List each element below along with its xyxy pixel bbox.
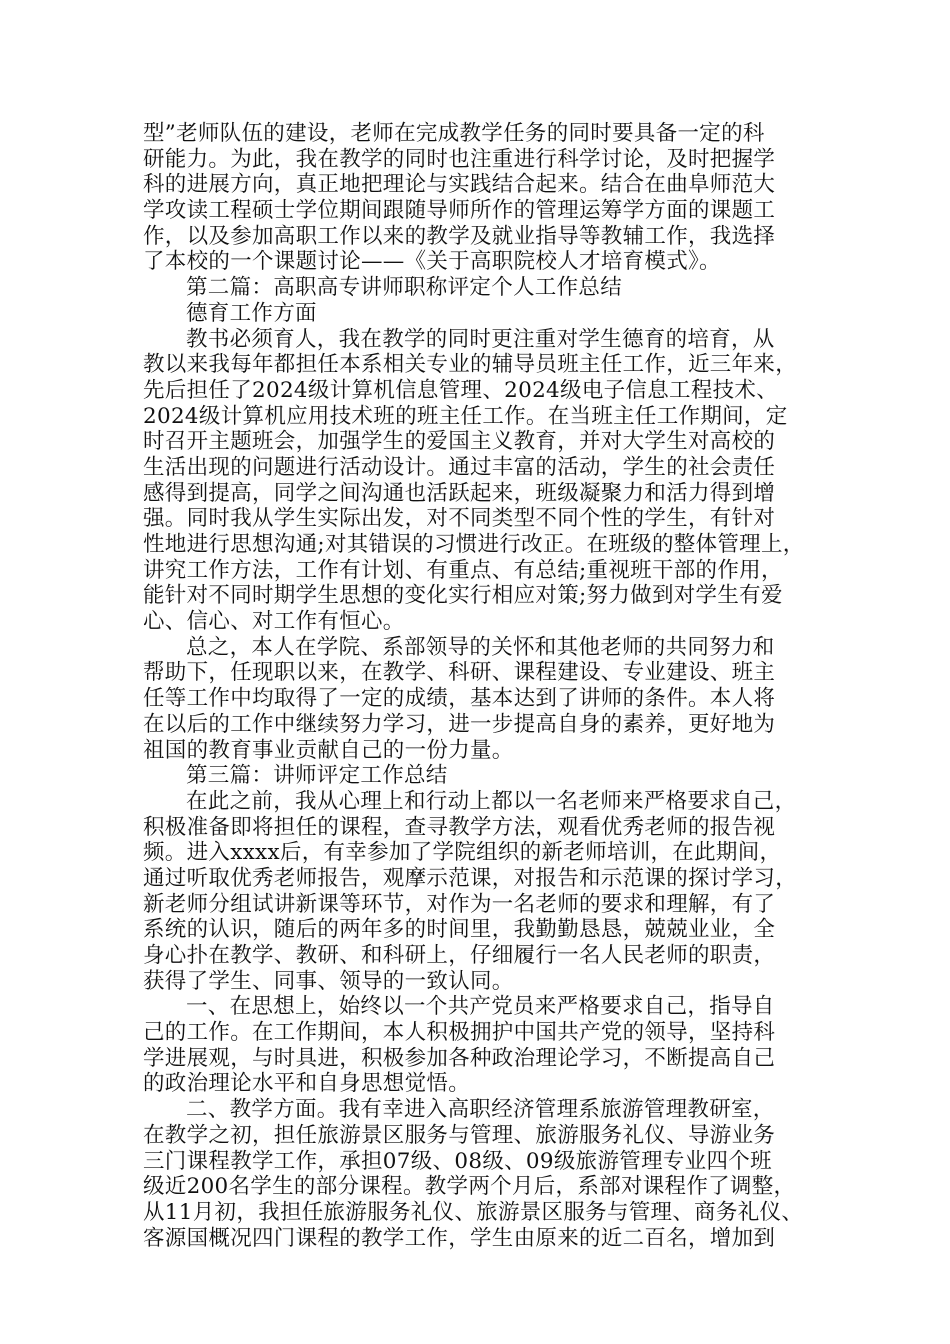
text-line: 三门课程教学工作，承担07级、08级、09级旅游管理专业四个班	[143, 1148, 772, 1174]
text-line: 身心扑在教学、教研、和科研上，仔细履行一名人民老师的职责，	[143, 943, 776, 968]
text-line: 生活出现的问题进行活动设计。通过丰富的活动，学生的社会责任	[143, 454, 776, 480]
text-line: 在以后的工作中继续努力学习，进一步提高自身的素养，更好地为	[143, 711, 776, 737]
text-line: 己的工作。在工作期间，本人积极拥护中国共产党的领导，坚持科	[143, 1020, 776, 1046]
text-line: 时召开主题班会，加强学生的爱国主义教育，并对大学生对高校的	[143, 429, 776, 455]
text-line: 帮助下，任现职以来，在教学、科研、课程建设、专业建设、班主	[143, 660, 776, 686]
text-line: 积极准备即将担任的课程，查寻教学方法，观看优秀老师的报告视	[143, 814, 776, 840]
text-line: 获得了学生、同事、领导的一致认同。	[143, 968, 514, 994]
text-line: 科的进展方向，真正地把理论与实践结合起来。结合在曲阜师范大	[143, 172, 776, 198]
text-line: 了本校的一个课题讨论——《关于高职院校人才培育模式》。	[143, 249, 721, 275]
paragraph-start-line: 第三篇：讲师评定工作总结	[186, 763, 448, 789]
paragraph-start-line: 教书必须育人，我在教学的同时更注重对学生德育的培育，从	[186, 326, 775, 352]
text-line: 强。同时我从学生实际出发，对不同类型不同个性的学生，有针对	[143, 506, 776, 532]
document-body	[143, 121, 833, 1251]
paragraph-start-line: 总之，本人在学院、系部领导的关怀和其他老师的共同努力和	[186, 634, 775, 660]
text-line: 频。进入xxxx后，有幸参加了学院组织的新老师培训，在此期间，	[143, 840, 782, 866]
text-line: 型”老师队伍的建设，老师在完成教学任务的同时要具备一定的科	[143, 121, 765, 146]
text-line: 教以来我每年都担任本系相关专业的辅导员班主任工作，近三年来，	[143, 352, 798, 378]
text-line: 通过听取优秀老师报告，观摩示范课，对报告和示范课的探讨学习，	[143, 865, 798, 891]
paragraph-start-line: 二、教学方面。我有幸进入高职经济管理系旅游管理教研室，	[186, 1097, 775, 1123]
text-line: 2024级计算机应用技术班的班主任工作。在当班主任工作期间，定	[143, 403, 788, 429]
text-line: 学攻读工程硕士学位期间跟随导师所作的管理运筹学方面的课题工	[143, 198, 776, 224]
text-line: 感得到提高，同学之间沟通也活跃起来，班级凝聚力和活力得到增	[143, 480, 776, 506]
text-line: 任等工作中均取得了一定的成绩，基本达到了讲师的条件。本人将	[143, 686, 776, 712]
text-line: 学进展观，与时具进，积极参加各种政治理论学习，不断提高自己	[143, 1045, 776, 1071]
paragraph-start-line: 第二篇：高职高专讲师职称评定个人工作总结	[186, 275, 623, 301]
text-line: 研能力。为此，我在教学的同时也注重进行科学讨论，及时把握学	[143, 146, 776, 172]
text-line: 讲究工作方法，工作有计划、有重点、有总结;重视班干部的作用，	[143, 557, 783, 583]
text-line: 客源国概况四门课程的教学工作，学生由原来的近二百名，增加到	[143, 1225, 776, 1251]
paragraph-start-line: 一、在思想上，始终以一个共产党员来严格要求自己，指导自	[186, 994, 775, 1020]
paragraph-start-line: 在此之前，我从心理上和行动上都以一名老师来严格要求自己，	[186, 788, 797, 814]
text-line: 在教学之初，担任旅游景区服务与管理、旅游服务礼仪、导游业务	[143, 1122, 776, 1148]
text-line: 新老师分组试讲新课等环节，对作为一名老师的要求和理解，有了	[143, 891, 776, 917]
text-line: 祖国的教育事业贡献自己的一份力量。	[143, 737, 514, 763]
text-line: 作，以及参加高职工作以来的教学及就业指导等教辅工作，我选择	[143, 223, 776, 249]
text-line: 系统的认识，随后的两年多的时间里，我勤勤恳恳，兢兢业业，全	[143, 917, 776, 943]
text-line: 从11月初，我担任旅游服务礼仪、旅游景区服务与管理、商务礼仪、	[143, 1199, 804, 1225]
text-line: 能针对不同时期学生思想的变化实行相应对策;努力做到对学生有爱	[143, 583, 783, 609]
text-line: 心、信心、对工作有恒心。	[143, 609, 405, 635]
paragraph-start-line: 德育工作方面	[186, 300, 317, 326]
text-line: 的政治理论水平和自身思想觉悟。	[143, 1071, 471, 1097]
text-line: 性地进行思想沟通;对其错误的习惯进行改正。在班级的整体管理上，	[143, 532, 805, 557]
text-line: 级近200名学生的部分课程。教学两个月后，系部对课程作了调整，	[143, 1174, 796, 1200]
text-line: 先后担任了2024级计算机信息管理、2024级电子信息工程技术、	[143, 377, 779, 403]
